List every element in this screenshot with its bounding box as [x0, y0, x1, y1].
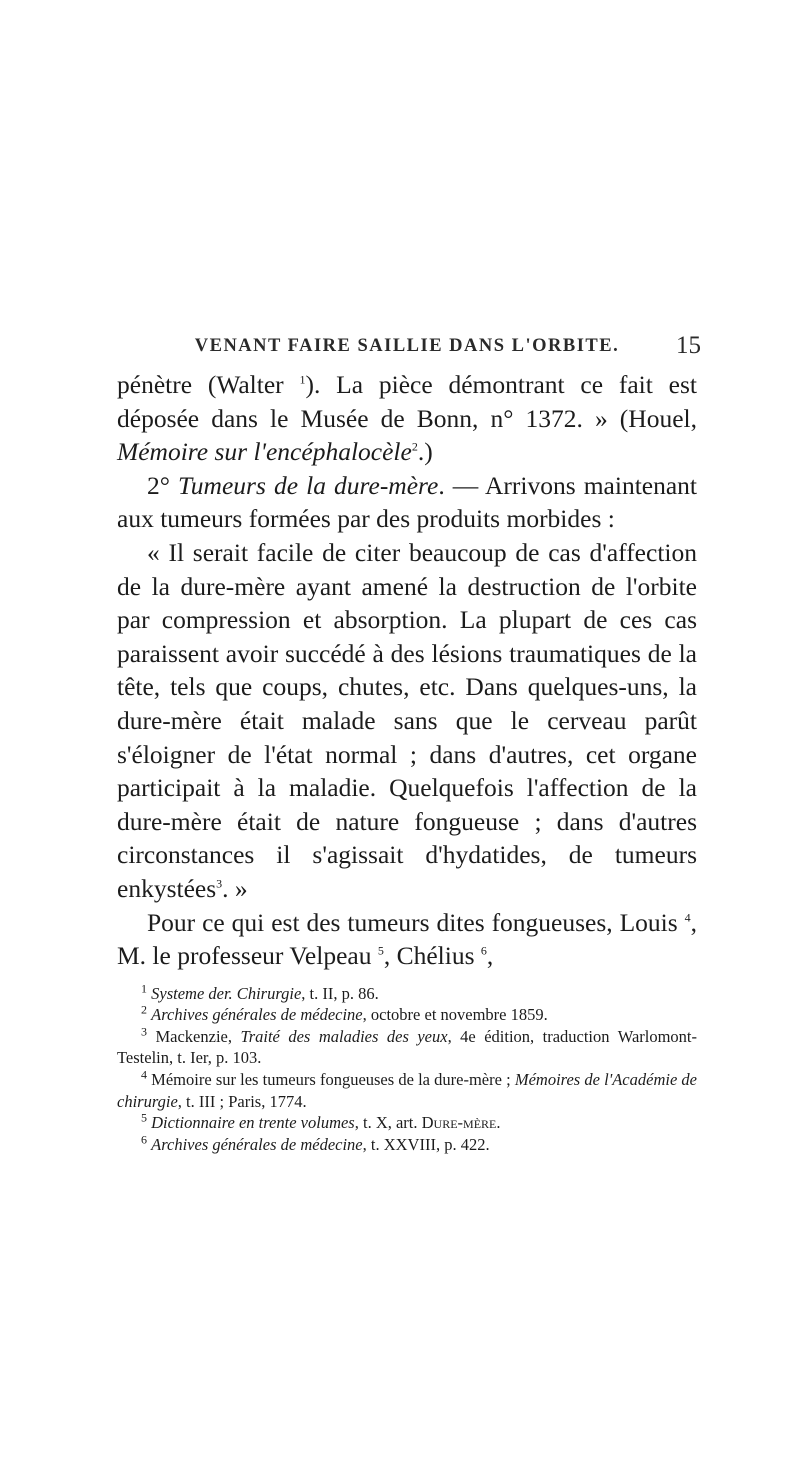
text-run: , t. II, p. 86. — [301, 983, 379, 1003]
footnote-1 — [117, 983, 697, 1005]
italic-title: Archives générales de médecine — [151, 1005, 363, 1025]
text-run: , Chélius — [383, 941, 481, 971]
text-run: Pour ce qui est des tumeurs dites fongueuses, Louis — [147, 907, 685, 937]
text-run: , — [486, 941, 494, 971]
page-header — [117, 332, 701, 360]
text-run: . » — [222, 873, 248, 903]
text-run: , t. XXVIII, p. 422. — [362, 1134, 490, 1154]
footnote-ref: 3 — [216, 876, 223, 891]
footnote-number: 1 — [141, 981, 147, 996]
footnotes — [117, 983, 697, 1156]
italic-title: Systeme der. Chirurgie — [151, 983, 302, 1003]
text-run: Mackenzie, — [155, 1026, 241, 1046]
text-run: , 4e édition, traduction Warlomont-Testelin, t. Ier, p. 103. — [117, 1026, 698, 1068]
small-caps-term: Dure-mère — [421, 1113, 497, 1133]
footnote-3 — [117, 1026, 697, 1069]
italic-title: Mémoires de l'Académie de chirurgie — [117, 1070, 698, 1111]
footnote-5 — [117, 1112, 697, 1134]
text-run: , t. III ; Paris, 1774. — [177, 1091, 307, 1111]
text-run: , t. X, art. — [354, 1113, 422, 1133]
footnote-ref: 4 — [684, 910, 691, 924]
footnote-number: 6 — [141, 1132, 147, 1147]
text-run: , octobre et novembre 1859. — [362, 1005, 548, 1025]
footnote-number: 3 — [141, 1024, 147, 1039]
footnote-number: 4 — [141, 1067, 147, 1082]
footnote-6 — [117, 1134, 697, 1156]
text-run: . — Arrivons maintenant aux tumeurs formées par des produits morbides : — [117, 470, 697, 534]
footnote-4 — [117, 1069, 697, 1112]
text-run: , M. le professeur Velpeau — [117, 907, 697, 971]
footnote-2 — [117, 1004, 697, 1026]
text-run: pénètre (Walter — [117, 370, 300, 399]
footnote-ref: 5 — [377, 943, 384, 958]
footnote-number: 5 — [141, 1110, 147, 1125]
text-run: 2° — [147, 470, 179, 500]
paragraph-1 — [117, 368, 697, 469]
italic-title: Dictionnaire en trente volumes — [151, 1113, 355, 1133]
footnote-ref: 6 — [480, 943, 487, 958]
footnote-number: 2 — [141, 1002, 147, 1017]
italic-title: Mémoire sur l'encéphalocèle — [117, 437, 412, 467]
body-text — [117, 368, 697, 973]
italic-title: Traité des maladies des yeux — [240, 1026, 448, 1046]
paragraph-4 — [117, 906, 697, 973]
footnote-ref: 2 — [411, 439, 418, 454]
section-heading: Tumeurs de la dure-mère — [178, 470, 439, 500]
footnote-ref: 1 — [299, 372, 306, 387]
text-run: .) — [417, 437, 433, 467]
italic-title: Archives générales de médecine — [151, 1134, 363, 1154]
text-run: Mémoire sur les tumeurs fongueuses de la dure-mère ; — [151, 1070, 515, 1090]
page-number: 15 — [676, 332, 701, 359]
paragraph-3 — [117, 536, 697, 906]
text-run: ). La pièce démontrant ce fait est déposée dans le Musée de Bonn, n° 1372. » (Houel, — [117, 370, 697, 433]
text-run: . — [496, 1113, 501, 1133]
paragraph-2 — [117, 469, 697, 536]
text-run: « Il serait facile de citer beaucoup de cas d'affection de la dure-mère ayant amené la destruction de l'orbite par compression et absorption. La plupart de ces cas paraissent avoir succédé à des lésions traumatiques de la tête, tels que coups, chutes, etc. Dans quelques-uns, la dure-mère était malade sans que le cerveau parût s'éloigner de l'état normal ; dans d'autres, cet organe participait à la maladie. Quelquefois l'affection de la dure-mère était de nature fongueuse ; dans d'autres circonstances il s'agissait d'hydatides, de tumeurs enkystées — [117, 537, 697, 903]
book-page — [117, 332, 701, 1155]
running-title: VENANT FAIRE SAILLIE DANS L'ORBITE. — [194, 336, 620, 356]
